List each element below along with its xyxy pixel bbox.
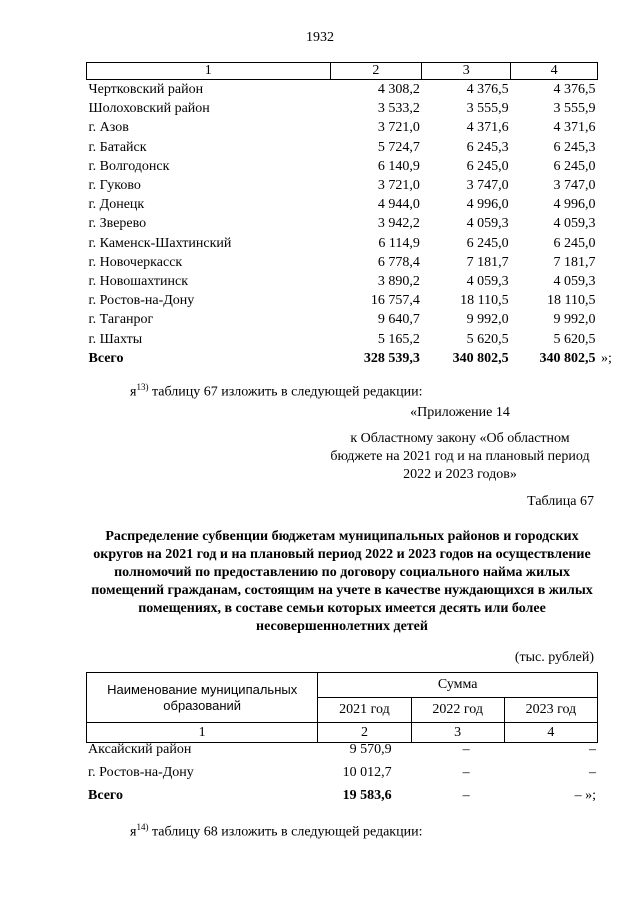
- row-2022: 4 059,3: [466, 273, 509, 289]
- row-2021: 4 944,0: [377, 197, 420, 213]
- row-2022: 7 181,7: [466, 254, 509, 270]
- appendix-heading: «Приложение 14: [410, 405, 510, 420]
- col-num-3: 3: [411, 723, 504, 743]
- row-2021: 3 890,2: [377, 273, 420, 289]
- row-2023: –: [589, 741, 596, 757]
- row-name: г. Азов: [88, 120, 129, 136]
- row-name: Чертковский район: [88, 82, 204, 98]
- row-2023: 4 371,6: [553, 120, 596, 136]
- col-name-header: Наименование муниципальных образований: [87, 673, 318, 723]
- row-2021: 5 165,2: [377, 331, 420, 347]
- row-2023: 6 245,3: [553, 139, 596, 155]
- row-2023: 6 245,0: [553, 235, 596, 251]
- total-tail: »;: [597, 350, 612, 366]
- header-col-3: 3: [422, 63, 511, 80]
- table-row: [86, 738, 598, 761]
- row-2021: 3 942,2: [377, 216, 420, 232]
- para-text: таблицу 68 изложить в следующей редакции:: [148, 824, 423, 840]
- row-2023: 4 996,0: [553, 197, 596, 213]
- row-2022: 6 245,3: [466, 139, 509, 155]
- row-2023: 6 245,0: [553, 158, 596, 174]
- row-2023: 7 181,7: [553, 254, 596, 270]
- table-row: [87, 253, 598, 272]
- row-name: г. Новошахтинск: [88, 273, 189, 289]
- row-2021: 6 140,9: [377, 158, 420, 174]
- para-text: таблицу 67 изложить в следующей редакции:: [148, 384, 423, 400]
- table-total-row: [87, 349, 598, 368]
- row-2021: 4 308,2: [377, 82, 420, 98]
- row-2023: 4 059,3: [553, 216, 596, 232]
- row-name: г. Гуково: [88, 178, 141, 194]
- table-row: [87, 80, 598, 100]
- table-row: [87, 118, 598, 137]
- year-2022-header: 2022 год: [411, 698, 504, 723]
- row-2022: 18 110,5: [460, 293, 509, 309]
- row-2023: 5 620,5: [553, 331, 596, 347]
- row-2022: –: [462, 764, 470, 780]
- row-2023: 18 110,5: [547, 293, 596, 309]
- row-2022: 6 245,0: [466, 235, 509, 251]
- row-2022: 3 747,0: [466, 178, 509, 194]
- header-col-1: 1: [87, 63, 331, 80]
- row-name: г. Таганрог: [88, 312, 154, 328]
- col-num-2: 2: [318, 723, 411, 743]
- col-sum-header: Сумма: [318, 673, 598, 698]
- col-num-4: 4: [504, 723, 597, 743]
- table-title: Распределение субвенции бюджетам муниципальных районов и городских округов на 2021 год и на плановый период 2022 и 2023 годов на осуществление полномочий по предоставлению по договору социального найма жилых помещений гражданам, состоящим на учете в качестве нуждающихся в жилых помещениях, в составе семьи которых имеется десять или более несовершеннолетних детей: [91, 529, 593, 634]
- year-2023-header: 2023 год: [504, 698, 597, 723]
- total-2021: 19 583,6: [342, 787, 392, 803]
- table-row: [87, 291, 598, 310]
- page-number: 1932: [306, 30, 334, 45]
- para-letter: я: [130, 824, 137, 840]
- total-2023: – »;: [574, 787, 596, 803]
- row-2023: 9 992,0: [553, 312, 596, 328]
- table-67-body: [86, 738, 598, 807]
- row-name: г. Новочеркасск: [88, 254, 183, 270]
- row-name: г. Зверево: [88, 216, 147, 232]
- subvention-table-continued: [86, 62, 612, 368]
- row-2021: 3 721,0: [377, 120, 420, 136]
- table-row: [87, 234, 598, 253]
- row-2021: 10 012,7: [342, 764, 392, 780]
- row-2021: 9 570,9: [349, 741, 392, 757]
- row-name: г. Ростов-на-Дону: [88, 293, 195, 309]
- row-name: Шолоховский район: [88, 101, 210, 117]
- table-row: [87, 195, 598, 214]
- amendment-paragraph-13: [130, 382, 422, 401]
- row-name: г. Каменск-Шахтинский: [88, 235, 232, 251]
- total-2023-cell: [511, 349, 612, 368]
- row-name: Аксайский район: [88, 741, 192, 757]
- row-2023: 4 376,5: [553, 82, 596, 98]
- row-name: г. Шахты: [88, 331, 143, 347]
- appendix-reference: к Областному закону «Об областном бюджете на 2021 год и на плановый период 2022 и 2023 годов»: [330, 431, 590, 482]
- row-2021: 16 757,4: [370, 293, 420, 309]
- row-name: г. Донецк: [88, 197, 145, 213]
- row-2022: 3 555,9: [466, 101, 509, 117]
- row-2021: 5 724,7: [377, 139, 420, 155]
- row-2021: 3 721,0: [377, 178, 420, 194]
- para-footnote: 13): [136, 382, 149, 392]
- row-2022: 4 996,0: [466, 197, 509, 213]
- year-2021-header: 2021 год: [318, 698, 411, 723]
- row-2023: 3 555,9: [553, 101, 596, 117]
- units-label: (тыс. рублей): [514, 650, 594, 665]
- table-number: Таблица 67: [527, 494, 594, 509]
- row-2022: 5 620,5: [466, 331, 509, 347]
- table-header-row: [87, 63, 598, 80]
- row-2022: 4 376,5: [466, 82, 509, 98]
- para-letter: я: [130, 384, 137, 400]
- row-name: г. Батайск: [88, 139, 147, 155]
- row-name: г. Волгодонск: [88, 158, 170, 174]
- row-2023: 4 059,3: [553, 273, 596, 289]
- row-2021: 3 533,2: [377, 101, 420, 117]
- row-2022: 4 059,3: [466, 216, 509, 232]
- total-2022: 340 802,5: [452, 350, 509, 366]
- total-label: Всего: [88, 787, 123, 803]
- table-row: [87, 329, 598, 348]
- row-2022: –: [462, 741, 470, 757]
- para-footnote: 14): [136, 822, 149, 832]
- row-2022: 9 992,0: [466, 312, 509, 328]
- col-num-1: 1: [87, 723, 318, 743]
- table-row: [87, 99, 598, 118]
- table-row: [87, 214, 598, 233]
- row-2021: 6 778,4: [377, 254, 420, 270]
- table-total-row: [86, 784, 598, 807]
- row-2021: 6 114,9: [378, 235, 420, 251]
- header-col-4: 4: [511, 63, 598, 80]
- amendment-paragraph-14: [130, 822, 422, 841]
- table-row: [87, 157, 598, 176]
- row-name: г. Ростов-на-Дону: [88, 764, 194, 780]
- row-2023: 3 747,0: [553, 178, 596, 194]
- row-2022: 4 371,6: [466, 120, 509, 136]
- table-row: [87, 310, 598, 329]
- table-row: [87, 176, 598, 195]
- total-2023: 340 802,5: [539, 350, 596, 366]
- header-col-2: 2: [330, 63, 422, 80]
- total-label: Всего: [88, 350, 124, 366]
- table-row: [87, 138, 598, 157]
- row-2021: 9 640,7: [377, 312, 420, 328]
- total-2022: –: [462, 787, 470, 803]
- total-2021: 328 539,3: [363, 350, 420, 366]
- table-row: [87, 272, 598, 291]
- row-2022: 6 245,0: [466, 158, 509, 174]
- table-row: [86, 761, 598, 784]
- table-67-header: [86, 672, 598, 743]
- row-2023: –: [589, 764, 596, 780]
